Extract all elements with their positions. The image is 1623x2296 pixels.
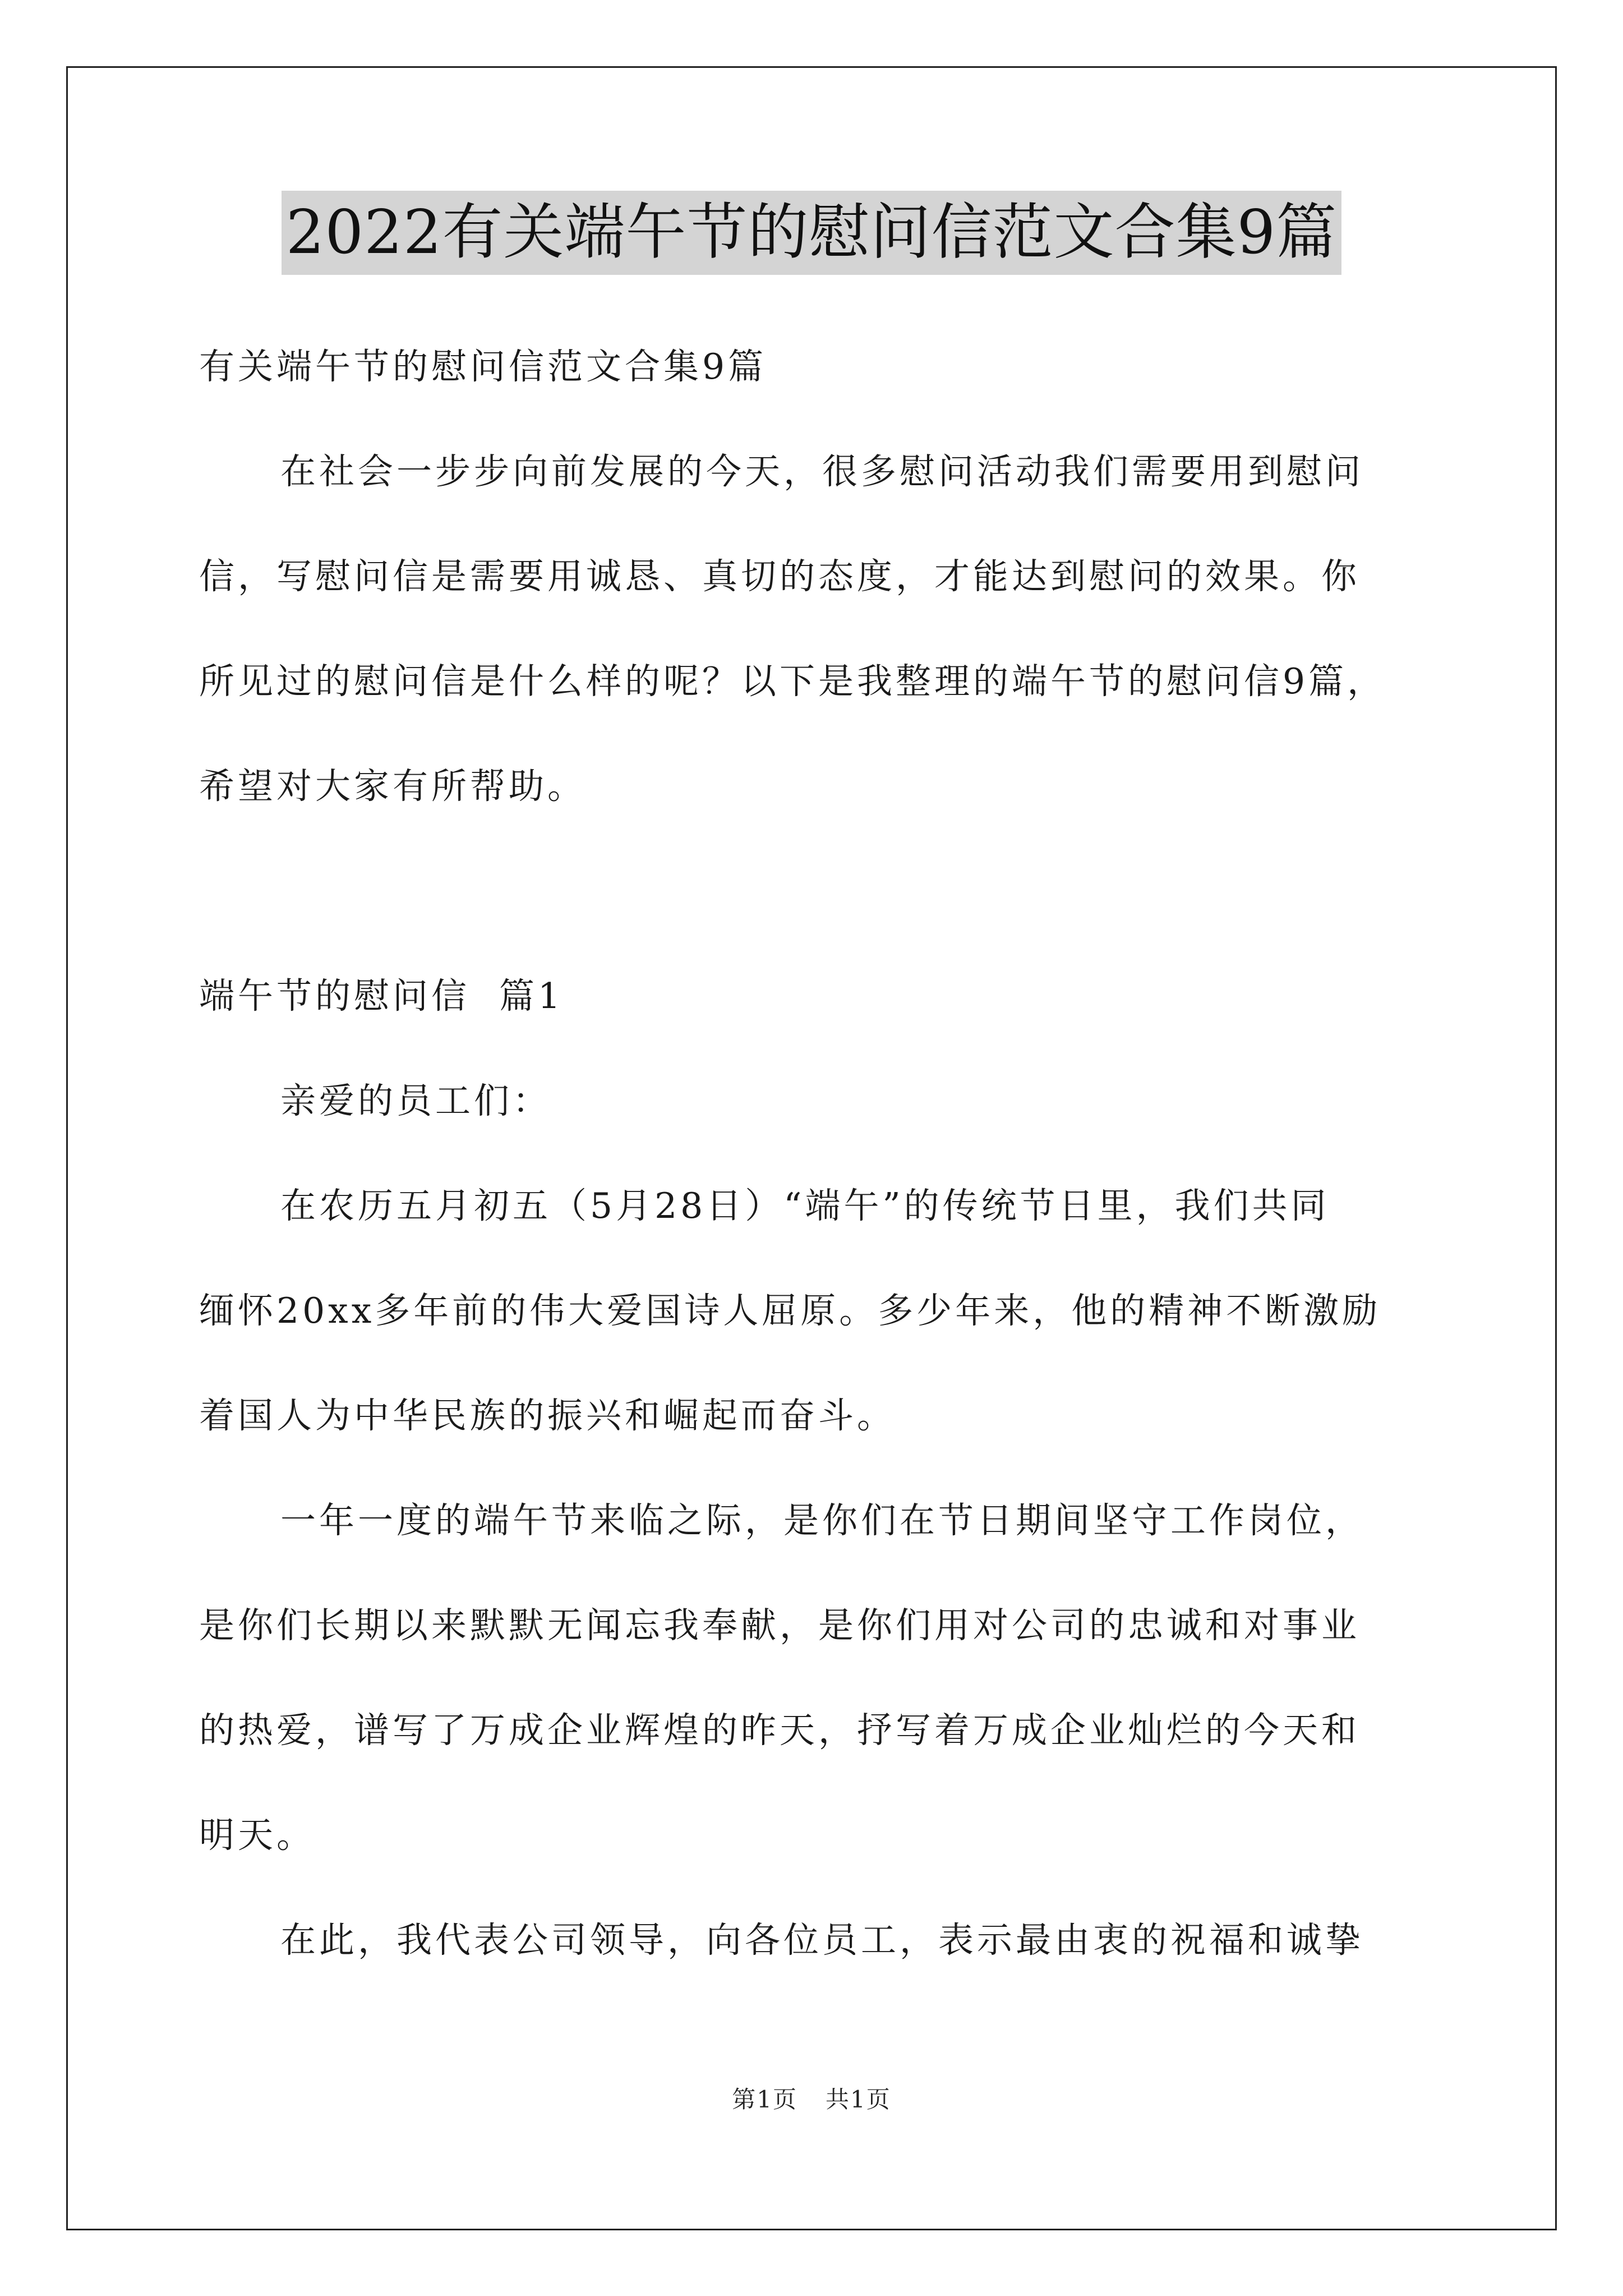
page-footer [0,2081,1623,2115]
section-spacer [199,839,1472,944]
intro-line-3: 所见过的慰问信是什么样的呢？以下是我整理的端午节的慰问信9篇， [199,661,1386,702]
para2-line-1: 一年一度的端午节来临之际，是你们在节日期间坚守工作岗位， [280,1500,1364,1541]
intro-line-4: 希望对大家有所帮助。 [199,766,586,807]
document-title: 2022有关端午节的慰问信范文合集9篇 [282,191,1342,275]
para2-line-3: 的热爱，谱写了万成企业辉煌的昨天，抒写着万成企业灿烂的今天和 [199,1710,1360,1751]
para1-line-2: 缅怀20xx多年前的伟大爱国诗人屈原。多少年来，他的精神不断激励 [199,1290,1381,1331]
page-total: 共1页 [826,2086,891,2113]
salutation: 亲爱的员工们： [280,1080,551,1121]
document-subtitle: 有关端午节的慰问信范文合集9篇 [199,346,767,387]
intro-line-1: 在社会一步步向前发展的今天，很多慰问活动我们需要用到慰问 [280,451,1364,492]
document-body [199,314,1472,1993]
para3-line-1: 在此，我代表公司领导，向各位员工，表示最由衷的祝福和诚挚 [280,1920,1364,1961]
para1-line-3: 着国人为中华民族的振兴和崛起而奋斗。 [199,1395,896,1436]
page-number: 第1页 [732,2086,797,2113]
para2-line-2: 是你们长期以来默默无闻忘我奉献，是你们用对公司的忠诚和对事业 [199,1605,1360,1646]
para2-line-4: 明天。 [199,1815,315,1856]
section-heading: 端午节的慰问信 篇1 [199,976,564,1016]
para1-line-1: 在农历五月初五（5月28日）“端午”的传统节日里，我们共同 [280,1185,1330,1226]
intro-line-2: 信，写慰问信是需要用诚恳、真切的态度，才能达到慰问的效果。你 [199,556,1360,597]
title-wrap [0,191,1623,275]
